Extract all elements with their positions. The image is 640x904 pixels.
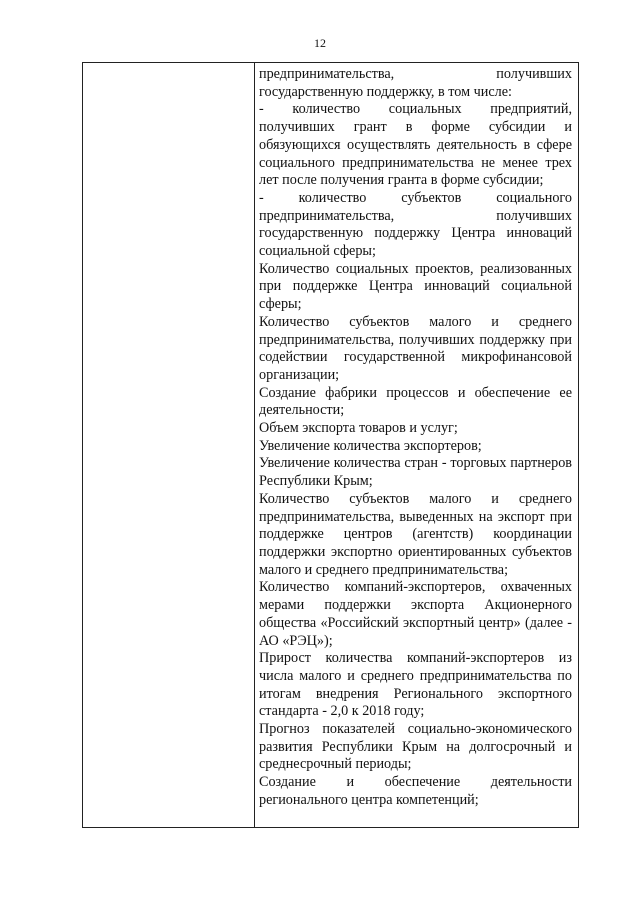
paragraph: Увеличение количества экспортеров;: [259, 437, 482, 454]
paragraph: Количество субъектов малого и среднего предпринимательства, выведенных на экспорт при поддержке центров (агентств) координации поддержки экспортно ориентированных субъектов малого и среднего предпринимательства;: [259, 490, 572, 578]
paragraph: - количество социальных предприятий, получивших грант в форме субсидии и обязующихся осуществлять деятельность в сфере социального предпринимательства не менее трех лет после получения гранта в форме субсидии;: [259, 101, 572, 189]
paragraph: Количество социальных проектов, реализованных при поддержке Центра инноваций социальной сферы;: [259, 260, 572, 313]
table-cell-right: [259, 66, 572, 810]
page-number: 12: [314, 36, 326, 50]
paragraph: Количество субъектов малого и среднего предпринимательства, получивших поддержку при содействии государственной микрофинансовой организации;: [259, 313, 572, 383]
document-table: [82, 62, 579, 828]
paragraph: Увеличение количества стран - торговых партнеров Республики Крым;: [259, 455, 572, 490]
paragraph: Прогноз показателей социально-экономического развития Республики Крым на долгосрочный и среднесрочный периоды;: [259, 721, 572, 773]
paragraph: Прирост количества компаний-экспортеров из числа малого и среднего предпринимательства по итогам внедрения Регионального экспортного стандарта - 2,0 к 2018 году;: [259, 650, 572, 720]
paragraph: предпринимательства, получивших государственную поддержку, в том числе:: [259, 66, 572, 100]
paragraph: Создание фабрики процессов и обеспечение ее деятельности;: [259, 384, 572, 419]
paragraph: Создание и обеспечение деятельности регионального центра компетенций;: [259, 774, 572, 808]
paragraph: Количество компаний-экспортеров, охваченных мерами поддержки экспорта Акционерного общества «Российский экспортный центр» (далее - АО «РЭЦ»);: [259, 579, 572, 649]
column-divider: [254, 63, 255, 827]
paragraph: Объем экспорта товаров и услуг;: [259, 420, 458, 437]
paragraph: - количество субъектов социального предпринимательства, получивших государственную поддержку Центра инноваций социальной сферы;: [259, 189, 572, 260]
